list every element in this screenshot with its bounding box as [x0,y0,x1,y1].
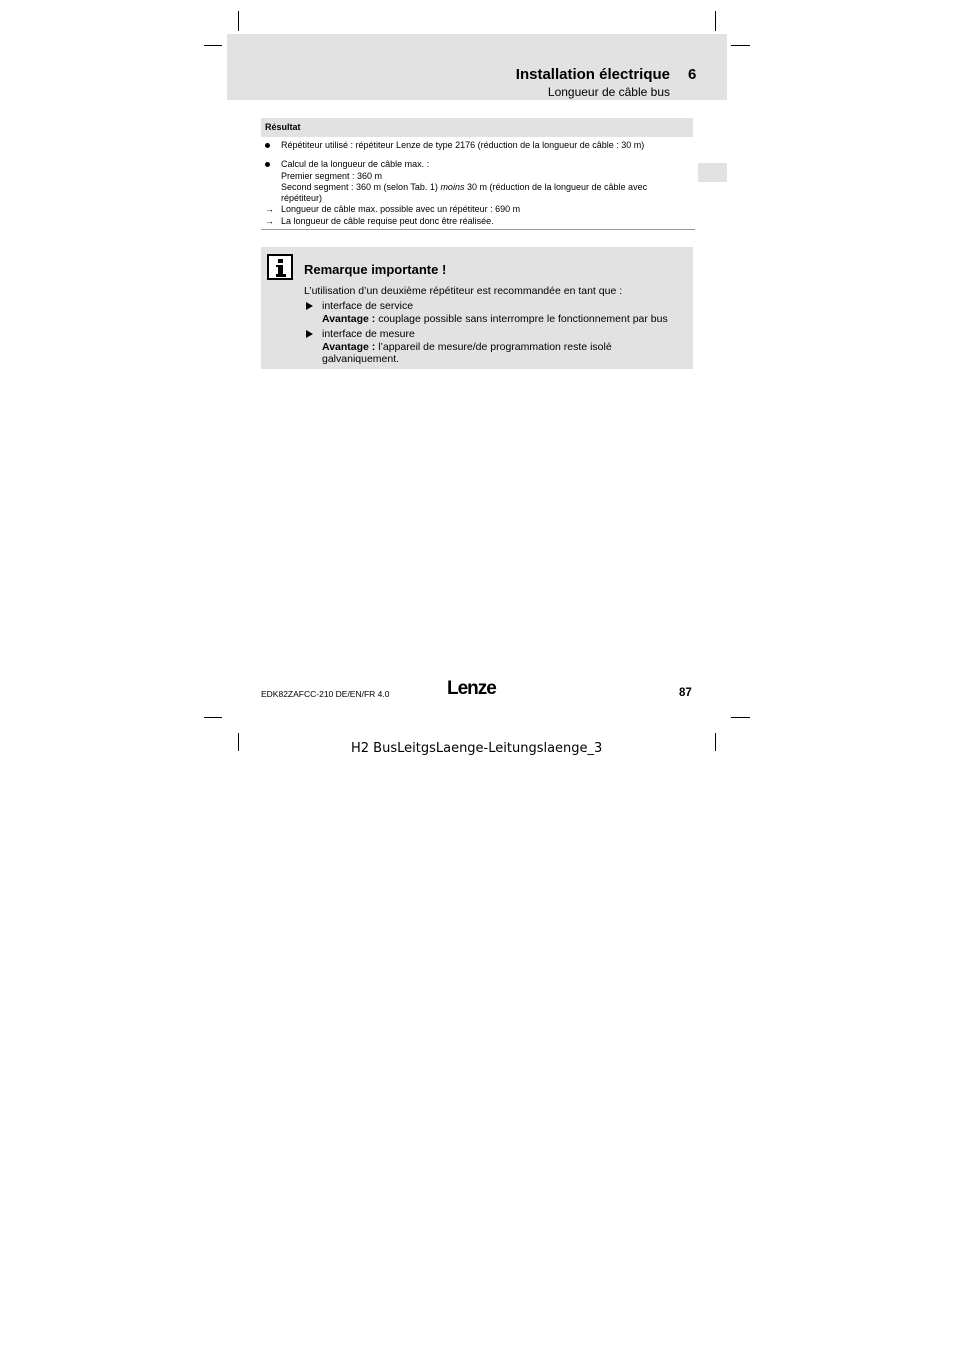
section-subtitle: Longueur de câble bus [547,85,670,99]
arrow-right-icon: → [265,216,274,226]
crop-mark-top-left-h [204,45,222,46]
result-heading: Résultat [265,122,301,132]
chapter-number: 6 [688,66,697,83]
chapter-side-tab [698,163,727,182]
note-title: Remarque importante ! [304,262,447,277]
result-heading-bar [261,118,693,137]
document-reference: EDK82ZAFCC-210 DE/EN/FR 4.0 [261,689,390,699]
crop-mark-top-left-v [238,11,239,31]
page-number: 87 [679,687,692,699]
note-item-2-advantage [322,341,612,353]
section-title: Installation électrique [515,66,670,83]
advantage-label: Avantage : [322,313,376,325]
note-item-2-advantage-cont: galvaniquement. [322,353,400,365]
advantage-text: couplage possible sans interrompre le fonctionnement par bus [375,313,668,325]
advantage-text: l’appareil de mesure/de programmation reste isolé [375,341,612,353]
info-icon [267,254,293,280]
triangle-bullet-icon [306,302,313,310]
result-bullet-2-line-4: répétiteur) [281,193,323,203]
second-segment-text-cont: 30 m (réduction de la longueur de câble avec [464,182,648,192]
result-bullet-2-line-2: Premier segment : 360 m [281,171,383,181]
page-label: H2 BusLeitgsLaenge-Leitungslaenge_3 [351,741,603,756]
note-item-2: interface de mesure [322,328,415,340]
bullet-dot [265,162,270,167]
crop-mark-bottom-right-h [731,717,750,718]
crop-mark-bottom-right-v [715,733,716,751]
second-segment-text: Second segment : 360 m (selon Tab. 1) [281,182,441,192]
crop-mark-top-right-v [715,11,716,31]
advantage-label: Avantage : [322,341,376,353]
note-item-1-advantage [322,313,668,325]
crop-mark-bottom-left-h [204,717,222,718]
result-divider [261,229,695,230]
crop-mark-bottom-left-v [238,733,239,751]
note-intro: L’utilisation d’un deuxième répétiteur est recommandée en tant que : [304,285,623,297]
triangle-bullet-icon [306,330,313,338]
crop-mark-top-right-h [731,45,750,46]
result-bullet-2-line-3 [281,182,647,193]
result-arrow-1: Longueur de câble max. possible avec un répétiteur : 690 m [281,204,521,214]
result-bullet-1: Répétiteur utilisé : répétiteur Lenze de type 2176 (réduction de la longueur de câble : 30 m) [281,140,645,150]
result-arrow-2: La longueur de câble requise peut donc être réalisée. [281,216,494,226]
moins-emphasis: moins [440,182,465,192]
result-bullet-2-line-1: Calcul de la longueur de câble max. : [281,159,430,169]
arrow-right-icon: → [265,204,274,214]
lenze-logo: Lenze [447,678,496,699]
note-item-1: interface de service [322,300,414,312]
bullet-dot [265,143,270,148]
